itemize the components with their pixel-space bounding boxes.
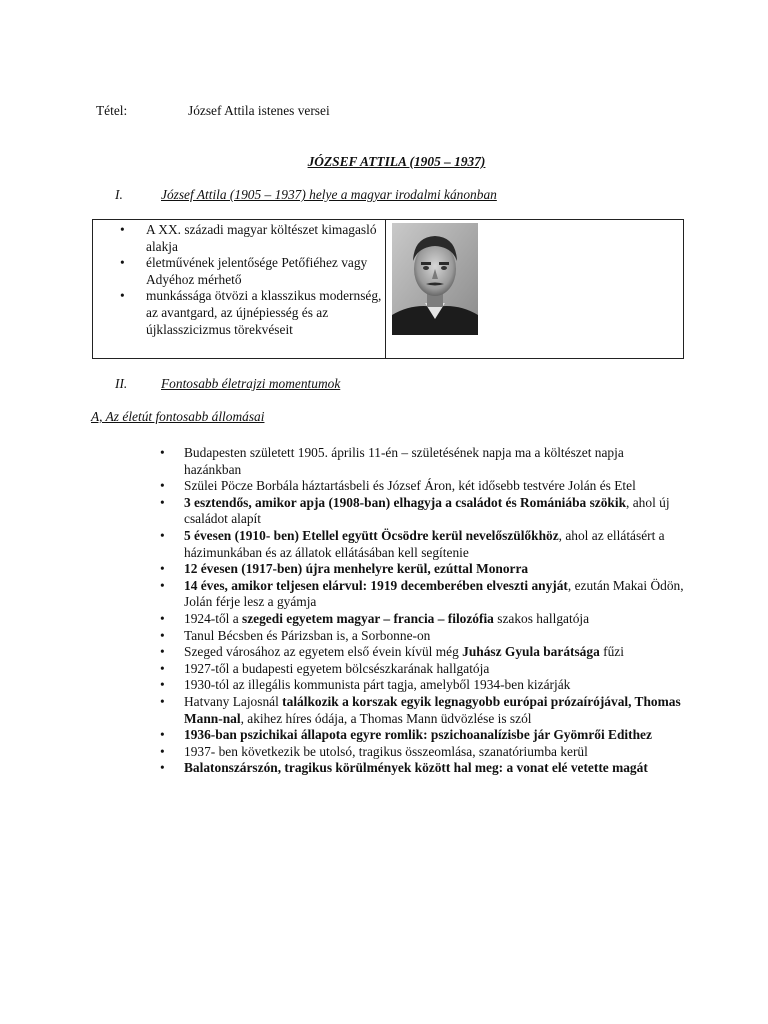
- bullet-icon: •: [160, 677, 165, 693]
- intro-bullet-text: munkássága ötvözi a klasszikus modernség, az avantgard, az újnépiesség és az újklasszicizmus törekvéseit: [146, 288, 382, 337]
- list-item: [160, 644, 684, 661]
- event-text-bold: 3 esztendős, amikor apja (1908-ban) elhagyja a családot és Romániába szökik: [184, 494, 627, 510]
- event-text-bold: 5 évesen (1910- ben) Etellel együtt Öcsödre kerül nevelőszülőkhöz: [184, 527, 559, 543]
- bullet-icon: •: [160, 527, 165, 543]
- bullet-icon: •: [160, 561, 165, 577]
- list-item: [160, 478, 684, 495]
- bullet-icon: •: [160, 478, 165, 494]
- intro-bullet-list: [93, 222, 385, 338]
- bullet-icon: •: [160, 644, 165, 660]
- event-text: Hatvany Lajosnál: [184, 693, 283, 709]
- list-item: [160, 727, 684, 744]
- list-item: [160, 743, 684, 761]
- list-item: [160, 660, 684, 678]
- bullet-icon: •: [160, 577, 165, 593]
- page-title: JÓZSEF ATTILA (1905 – 1937): [307, 154, 486, 169]
- bullet-icon: •: [120, 255, 125, 271]
- bullet-icon: •: [160, 494, 165, 510]
- portrait-cell: [386, 220, 684, 359]
- event-text: Szeged városához az egyetem első évein kívül még: [184, 644, 463, 660]
- event-text-bold: Balatonszárszón, tragikus körülmények között hal meg: a vonat elé vetette magát: [184, 760, 648, 776]
- intro-bullet-text: életművének jelentősége Petőfiéhez vagy Adyéhoz mérhető: [146, 255, 368, 287]
- intro-bullet-text: A XX. századi magyar költészet kimagasló alakja: [146, 222, 377, 254]
- intro-bullet-item: [120, 255, 385, 288]
- event-text-bold: 1936-ban pszichikai állapota egyre romlik: pszichoanalízisbe jár Gyömrői Edithez: [184, 727, 652, 743]
- list-item: [160, 527, 684, 561]
- bullet-icon: •: [160, 445, 165, 460]
- list-item: [160, 561, 684, 578]
- event-text: Szülei Pöcze Borbála háztartásbeli és József Áron, két idősebb testvére Jolán és Etel: [184, 478, 636, 494]
- intro-table: [92, 219, 684, 359]
- portrait-photo: [392, 223, 478, 335]
- event-text-bold: találkozik a korszak egyik legnagyobb európai prózaírójával, Thomas Mann-nal: [184, 693, 681, 726]
- bullet-icon: •: [160, 660, 165, 676]
- biography-event-list: [160, 445, 684, 777]
- event-text: 1927-től a budapesti egyetem bölcsészkarának hallgatója: [184, 660, 490, 676]
- event-text: , ahol az ellátásért a házimunkában és az állatok ellátásában kell segítenie: [184, 527, 665, 560]
- event-text: Tanul Bécsben és Párizsban is, a Sorbonne-on: [184, 627, 431, 643]
- list-item: [160, 610, 684, 628]
- intro-bullet-item: [120, 222, 385, 255]
- topic-value: József Attila istenes versei: [188, 103, 330, 118]
- bullet-icon: •: [160, 760, 165, 776]
- list-item: [160, 494, 684, 528]
- event-text: , ezután Makai Ödön, Jolán férje lesz a gyámja: [184, 577, 684, 610]
- event-text: szakos hallgatója: [493, 610, 590, 626]
- section-number: I.: [115, 187, 123, 202]
- section-title: Fontosabb életrajzi momentumok: [161, 376, 341, 391]
- list-item: [160, 693, 684, 727]
- bullet-icon: •: [160, 693, 165, 709]
- event-text-bold: 12 évesen (1917-ben) újra menhelyre kerül, ezúttal Monorra: [184, 561, 529, 577]
- topic-label: Tétel:: [96, 103, 128, 118]
- section-number: II.: [115, 376, 128, 391]
- event-text: , ahol új családot alapít: [184, 494, 670, 527]
- event-text-bold: szegedi egyetem magyar – francia – filozófia: [242, 610, 494, 626]
- subsection-heading: A, Az életút fontosabb állomásai: [91, 409, 265, 424]
- bullet-icon: •: [160, 610, 165, 626]
- event-text: 1924-től a: [184, 610, 243, 626]
- bullet-icon: •: [160, 727, 165, 743]
- list-item: [160, 760, 684, 777]
- event-text: , akihez híres ódája, a Thomas Mann üdvözlése is szól: [240, 710, 532, 726]
- event-text-bold: Juhász Gyula barátsága: [462, 644, 600, 660]
- list-item: [160, 445, 684, 478]
- list-item: [160, 677, 684, 694]
- bullet-icon: •: [120, 288, 125, 304]
- bullet-icon: •: [120, 222, 125, 237]
- bullet-icon: •: [160, 743, 165, 759]
- bullet-icon: •: [160, 627, 165, 643]
- event-text: 1930-tól az illegális kommunista párt tagja, amelyből 1934-ben kizárják: [184, 677, 571, 693]
- event-text: Budapesten született 1905. április 11-én – születésének napja ma a költészet napja hazánkban: [184, 445, 624, 477]
- intro-bullet-item: [120, 288, 385, 338]
- section-title: József Attila (1905 – 1937) helye a magyar irodalmi kánonban: [161, 187, 497, 202]
- event-text-bold: 14 éves, amikor teljesen elárvul: 1919 decemberében elveszti anyját: [184, 577, 568, 593]
- event-text: 1937- ben következik be utolsó, tragikus összeomlása, szanatóriumba kerül: [184, 743, 588, 759]
- event-text: fűzi: [599, 644, 624, 660]
- intro-bullets-cell: [93, 220, 386, 359]
- list-item: [160, 627, 684, 645]
- list-item: [160, 577, 684, 611]
